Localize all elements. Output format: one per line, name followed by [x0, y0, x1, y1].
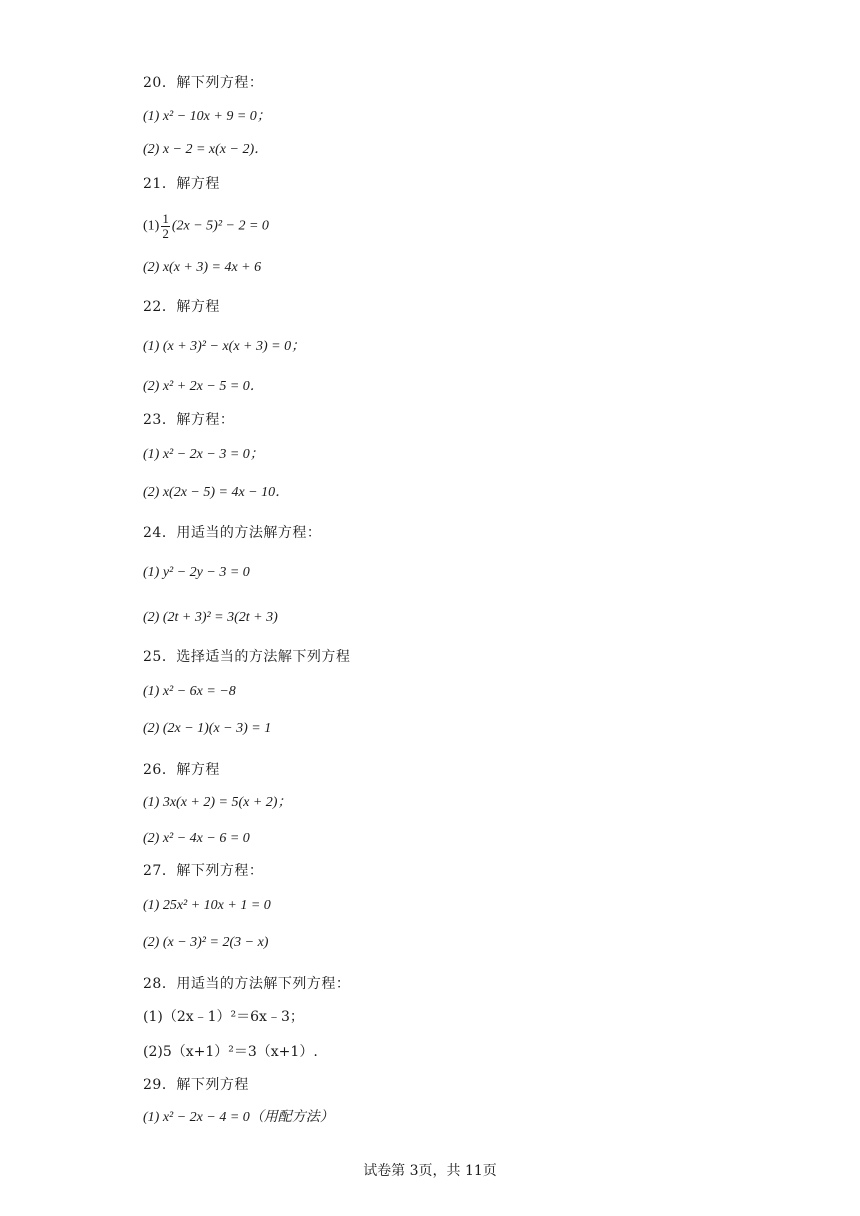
problem-24-title: 24．用适当的方法解方程： [143, 525, 322, 541]
problem-22-part-2: (2) x² + 2x − 5 = 0． [143, 379, 264, 394]
problem-27-part-2: (2) (x − 3)² = 2(3 − x) [143, 935, 269, 950]
problem-26-part-1: (1) 3x(x + 2) = 5(x + 2)； [143, 795, 292, 810]
problem-25-title: 25．选择适当的方法解下列方程 [143, 649, 351, 665]
problem-25-part-2: (2) (2x − 1)(x − 3) = 1 [143, 721, 272, 736]
problem-29-part-1: (1) x² − 2x − 4 = 0（用配方法） [143, 1110, 334, 1125]
problem-25-part-1: (1) x² − 6x = −8 [143, 684, 236, 699]
problem-20-title: 20．解下列方程： [143, 75, 264, 91]
problem-23-title: 23．解方程： [143, 412, 235, 428]
problem-21-part-2: (2) x(x + 3) = 4x + 6 [143, 260, 262, 275]
problem-27-title: 27．解下列方程： [143, 863, 264, 879]
problem-22-title: 22．解方程 [143, 299, 220, 315]
problem-21-part-1 [143, 212, 269, 241]
problem-29-title: 29．解下列方程 [143, 1077, 249, 1093]
page-footer: 试卷第 3页，共 11页 [363, 1163, 497, 1179]
problem-20-part-2: (2) x − 2 = x(x − 2)． [143, 142, 269, 157]
problem-28-part-2: (2)5（x+1）²＝3（x+1）. [143, 1044, 318, 1060]
problem-27-part-1: (1) 25x² + 10x + 1 = 0 [143, 898, 271, 913]
fraction-denominator: 2 [162, 226, 169, 241]
problem-22-part-1: (1) (x + 3)² − x(x + 3) = 0； [143, 339, 306, 354]
problem-20-part-1: (1) x² − 10x + 9 = 0； [143, 109, 271, 124]
problem-24-part-1: (1) y² − 2y − 3 = 0 [143, 565, 250, 580]
problem-28-title: 28．用适当的方法解下列方程： [143, 976, 351, 992]
problem-26-title: 26．解方程 [143, 762, 220, 778]
problem-23-part-2: (2) x(2x − 5) = 4x − 10． [143, 485, 290, 500]
part-label: (1) [143, 218, 160, 234]
problem-24-part-2: (2) (2t + 3)² = 3(2t + 3) [143, 610, 278, 625]
fraction-numerator: 1 [162, 211, 169, 226]
problem-23-part-1: (1) x² − 2x − 3 = 0； [143, 447, 264, 462]
fraction [161, 212, 170, 241]
problem-28-part-1: (1)（2x﹣1）²＝6x﹣3； [143, 1009, 304, 1025]
problem-26-part-2: (2) x² − 4x − 6 = 0 [143, 831, 250, 846]
equation-rest: (2x − 5)² − 2 = 0 [171, 218, 269, 234]
problem-21-title: 21．解方程 [143, 176, 220, 192]
